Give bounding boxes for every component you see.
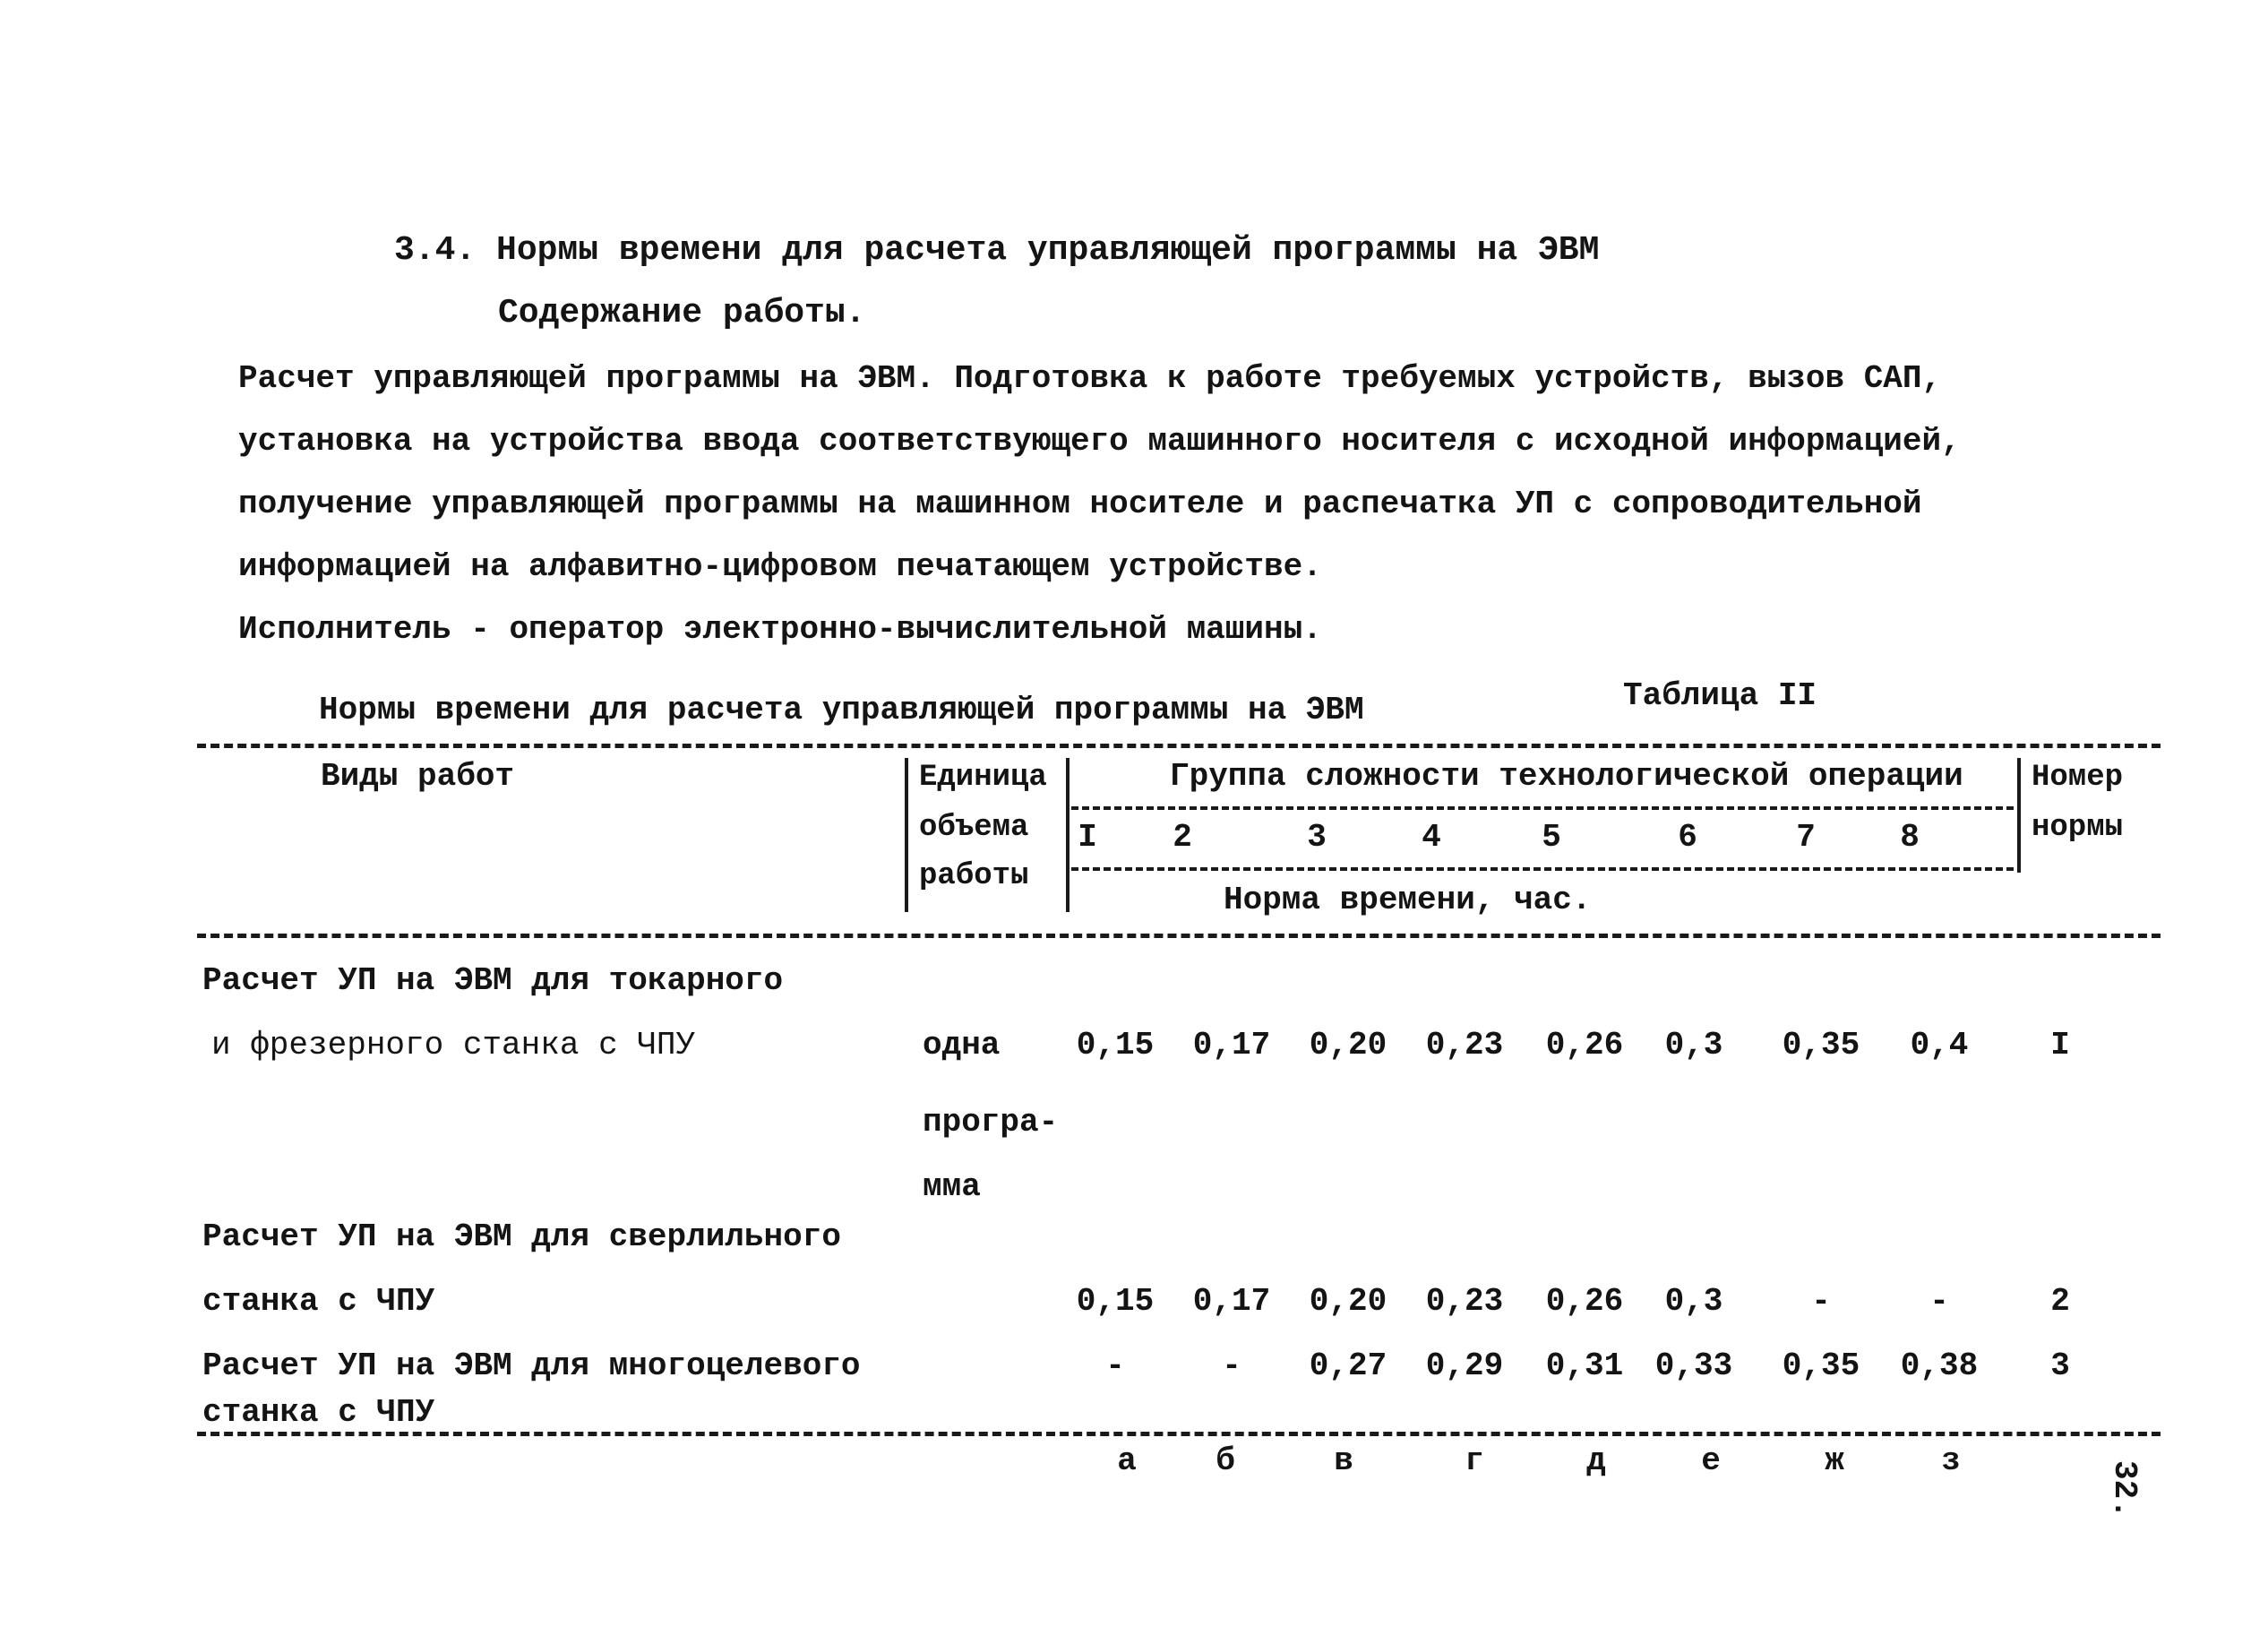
group-number: 8 — [1900, 819, 1920, 856]
body-line: Расчет управляющей программы на ЭВМ. Подготовка к работе требуемых устройств, вызов САП, — [238, 360, 1942, 397]
row-value: - — [1811, 1283, 1831, 1320]
header-unit-line: работы — [919, 859, 1029, 893]
header-divider — [905, 758, 908, 912]
row-value: 0,26 — [1545, 1027, 1624, 1063]
body-line: установка на устройства ввода соответствующего машинного носителя с исходной информацией, — [238, 423, 1961, 460]
header-norm-number-line: нормы — [2032, 811, 2124, 845]
row-value: 0,26 — [1545, 1283, 1624, 1320]
row-value: 0,31 — [1545, 1347, 1624, 1384]
row-work-line: станка с ЧПУ — [202, 1283, 435, 1320]
group-number: 5 — [1542, 819, 1561, 856]
column-letter: б — [1216, 1442, 1235, 1479]
row-value: 0,20 — [1309, 1283, 1387, 1320]
row-value: 0,20 — [1309, 1027, 1387, 1063]
row-value: 0,17 — [1192, 1283, 1271, 1320]
body-line: информацией на алфавитно-цифровом печатающем устройстве. — [238, 548, 1322, 585]
column-letter: в — [1334, 1442, 1353, 1479]
row-value: 0,27 — [1309, 1347, 1387, 1384]
column-letter: д — [1586, 1442, 1606, 1479]
column-letter: ж — [1825, 1442, 1844, 1479]
section-subheading: Содержание работы. — [498, 294, 866, 332]
row-value: 0,15 — [1076, 1283, 1155, 1320]
body-line: получение управляющей программы на машинном носителе и распечатка УП с сопроводительной — [238, 486, 1922, 522]
row-unit-line: мма — [923, 1168, 981, 1205]
row-unit-line: одна — [923, 1027, 1001, 1063]
executor-line: Исполнитель - оператор электронно-вычислительной машины. — [238, 611, 1322, 648]
row-value: 0,17 — [1192, 1027, 1271, 1063]
header-inner-rule — [1071, 806, 2014, 810]
group-number: 6 — [1678, 819, 1697, 856]
column-letter: з — [1941, 1442, 1961, 1479]
table-bottom-rule — [197, 1432, 2161, 1436]
row-work-line: станка с ЧПУ — [202, 1394, 435, 1431]
row-norm-number: I — [2050, 1027, 2070, 1063]
group-number: 4 — [1422, 819, 1441, 856]
group-number: 2 — [1173, 819, 1192, 856]
header-work-types: Виды работ — [321, 758, 515, 795]
header-norm-number-line: Номер — [2032, 761, 2124, 795]
row-work-line: Расчет УП на ЭВМ для многоцелевого — [202, 1347, 861, 1384]
column-letter: а — [1117, 1442, 1137, 1479]
header-unit-line: Единица — [919, 761, 1047, 795]
page-number: 32. — [2106, 1460, 2143, 1519]
row-value: - — [1222, 1347, 1241, 1384]
row-value: - — [1105, 1347, 1125, 1384]
group-number: 7 — [1796, 819, 1816, 856]
row-value: 0,33 — [1654, 1347, 1733, 1384]
row-value: 0,3 — [1664, 1027, 1723, 1063]
table-number: Таблица II — [1623, 677, 1817, 714]
column-letter: г — [1465, 1442, 1484, 1479]
row-norm-number: 3 — [2050, 1347, 2070, 1384]
row-value: 0,38 — [1900, 1347, 1979, 1384]
table-header-rule — [197, 934, 2161, 938]
header-unit-line: объема — [919, 811, 1029, 845]
row-value: 0,35 — [1782, 1027, 1860, 1063]
row-value: 0,29 — [1425, 1347, 1504, 1384]
row-value: 0,15 — [1076, 1027, 1155, 1063]
table-top-rule — [197, 744, 2161, 748]
header-complexity-group: Группа сложности технологической операции — [1170, 758, 1963, 795]
section-heading: 3.4. Нормы времени для расчета управляющей программы на ЭВМ — [394, 231, 1600, 270]
row-value: - — [1929, 1283, 1949, 1320]
row-value: 0,35 — [1782, 1347, 1860, 1384]
header-divider — [2017, 758, 2021, 873]
table-caption: Нормы времени для расчета управляющей программы на ЭВМ — [319, 692, 1364, 728]
header-norm-time: Норма времени, час. — [1224, 882, 1592, 918]
row-work-line: Расчет УП на ЭВМ для сверлильного — [202, 1218, 841, 1255]
row-value: 0,4 — [1910, 1027, 1969, 1063]
row-work-line: Расчет УП на ЭВМ для токарного — [202, 962, 784, 999]
header-inner-rule — [1071, 867, 2014, 871]
row-work-line: и фрезерного станка с ЧПУ — [211, 1027, 696, 1063]
row-unit-line: програ- — [923, 1104, 1059, 1141]
group-number: I — [1078, 819, 1097, 856]
row-norm-number: 2 — [2050, 1283, 2070, 1320]
column-letter: е — [1701, 1442, 1721, 1479]
row-value: 0,23 — [1425, 1283, 1504, 1320]
row-value: 0,23 — [1425, 1027, 1504, 1063]
row-value: 0,3 — [1664, 1283, 1723, 1320]
group-number: 3 — [1307, 819, 1327, 856]
